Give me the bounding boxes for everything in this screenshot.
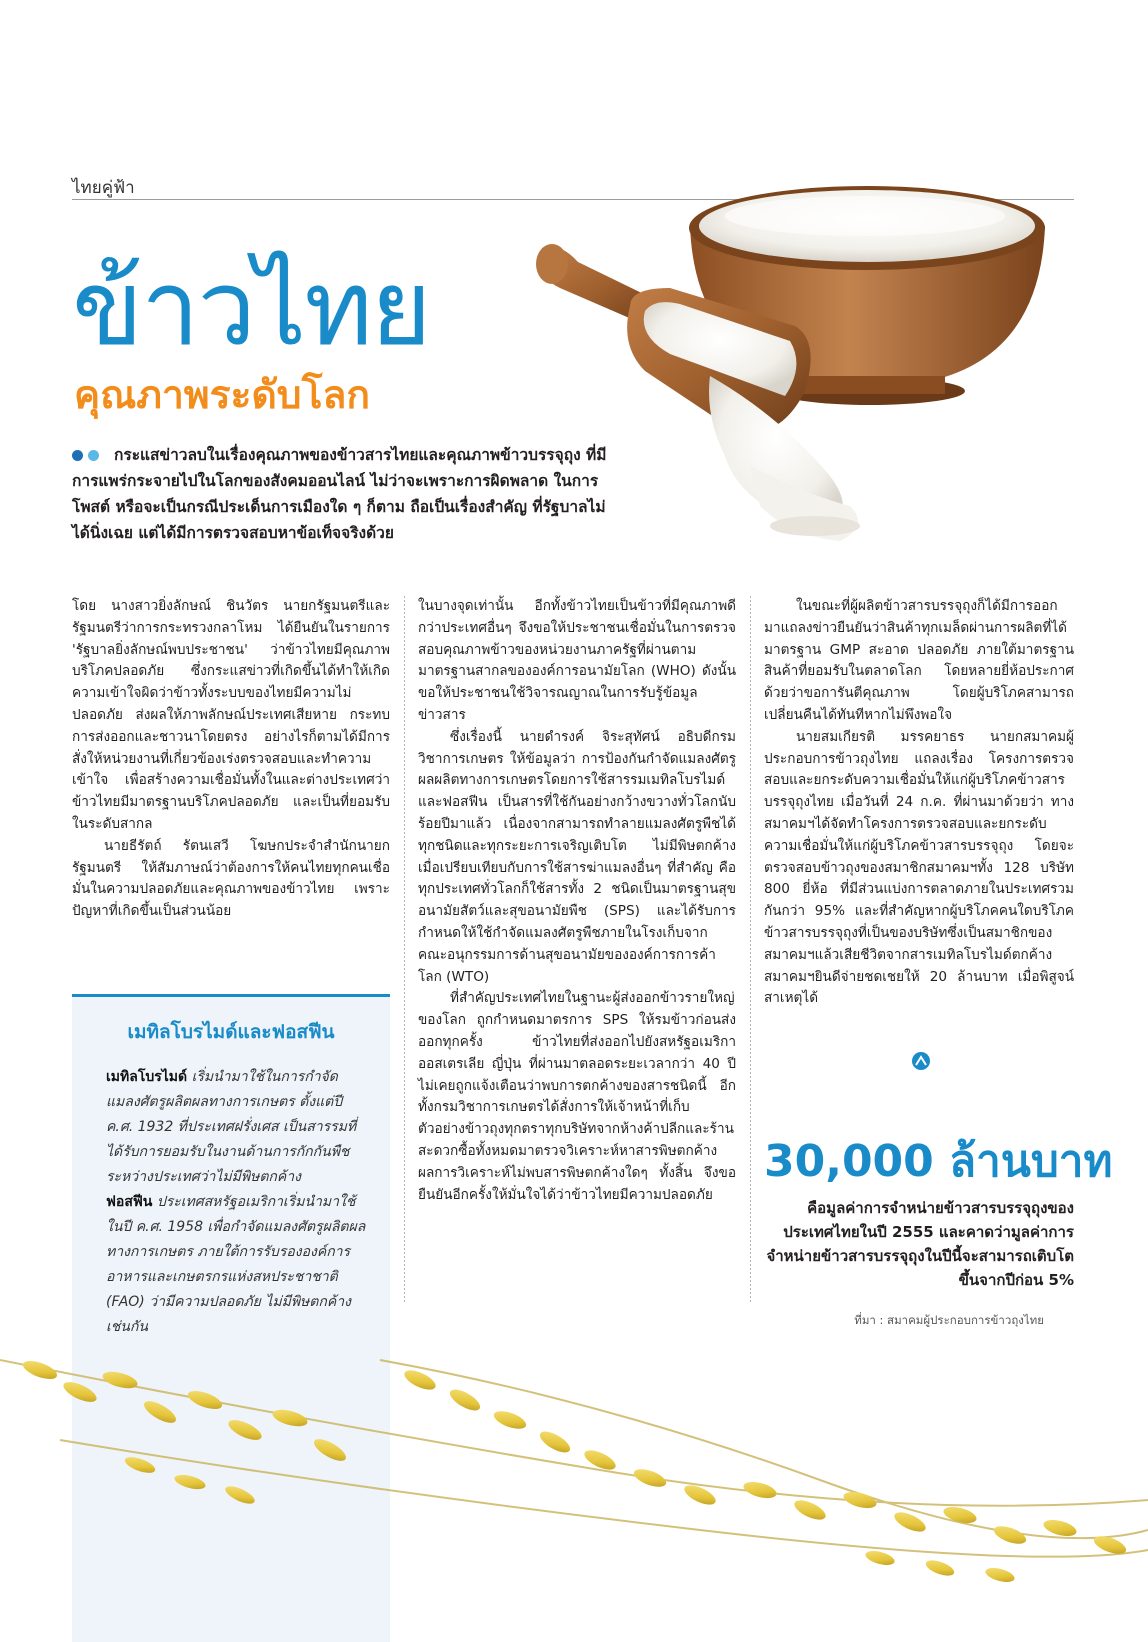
highlight-source: ที่มา : สมาคมผู้ประกอบการข้าวถุงไทย xyxy=(854,1313,1044,1327)
sidebar-text-1: เริ่มนำมาใช้ในการกำจัดแมลงศัตรูผลิตผลทางการเกษตร ตั้งแต่ปี ค.ศ. 1932 ที่ประเทศฝรั่งเศส เป็นสารรมที่ได้รับการยอมรับในงานด้านการกักกันพืชระหว่างประเทศว่าไม่มีพิษตกค้าง xyxy=(106,1069,357,1185)
sidebar-body xyxy=(106,1065,370,1340)
column2-paragraph-1: ในบางจุดเท่านั้น อีกทั้งข้าวไทยเป็นข้าวที่มีคุณภาพดีกว่าประเทศอื่นๆ จึงขอให้ประชาชนเชื่อมั่นในการตรวจสอบคุณภาพข้าวของหน่วยงานภาครัฐที่ผ่านตามมาตรฐานสากลขององค์การอนามัยโลก (WHO) ดังนั้นขอให้ประชาชนใช้วิจารณญาณในการรับรู้ข้อมูลข่าวสาร xyxy=(418,598,736,723)
column1-paragraph-1: โดย นางสาวยิ่งลักษณ์ ชินวัตร นายกรัฐมนตรีและรัฐมนตรีว่าการกระทรวงกลาโหม ได้ยืนยันในรายการ 'รัฐบาลยิ่งลักษณ์พบประชาชน' ว่าข้าวไทยมีคุณภาพ บริโภคปลอดภัย ซึ่งกระแสข่าวที่เกิดขึ้นได้ทำให้เกิดความเข้าใจผิดว่าข้าวทั้งระบบของไทยมีความไม่ปลอดภัย ส่งผลให้ภาพลักษณ์ประเทศเสียหาย กระทบการส่งออกและชาวนาโดยตรง อย่างไรก็ตามได้มีการสั่งให้หน่วยงานที่เกี่ยวข้องเร่งตรวจสอบและทำความเข้าใจ เพื่อสร้างความเชื่อมั่นทั้งในและต่างประเทศว่าข้าวไทยมีมาตรฐานบริโภคปลอดภัย และเป็นที่ยอมรับในระดับสากล xyxy=(72,598,390,832)
column1-paragraph-2: นายธีรัตถ์ รัตนเสวี โฆษกประจำสำนักนายกรัฐมนตรี ให้สัมภาษณ์ว่าต้องการให้คนไทยทุกคนเชื่อมั่นในความปลอดภัยและคุณภาพของข้าวไทย เพราะปัญหาที่เกิดขึ้นเป็นส่วนน้อย xyxy=(72,837,390,920)
section-tag: ไทยคู่ฟ้า xyxy=(72,178,135,198)
sidebar-term-2: ฟอสฟีน xyxy=(106,1194,153,1210)
column2-paragraph-3: ที่สำคัญประเทศไทยในฐานะผู้ส่งออกข้าวรายใหญ่ของโลก ถูกกำหนดมาตรการ SPS ให้รมข้าวก่อนส่งออกทุกครั้ง ข้าวไทยที่ส่งออกไปยังสหรัฐอเมริกา ออสเตรเลีย ญี่ปุ่น ที่ผ่านมาตลอดระยะเวลากว่า 40 ปี ไม่เคยถูกแจ้งเตือนว่าพบการตกค้างของสารชนิดนี้ อีกทั้งกรมวิชาการเกษตรได้สั่งการให้เจ้าหน้าที่เก็บตัวอย่างข้าวถุงทุกตราทุกบริษัทจากห้างค้าปลีกและร้านสะดวกซื้อทั้งหมดมาตรวจวิเคราะห์หาสารพิษตกค้าง ผลการวิเคราะห์ไม่พบสารพิษตกค้างใดๆ ทั้งสิ้น จึงขอยืนยันอีกครั้งให้มั่นใจได้ว่าข้าวไทยมีความปลอดภัย xyxy=(418,990,736,1203)
end-mark-icon xyxy=(912,1052,930,1070)
column-divider-1 xyxy=(404,596,405,1302)
column3-paragraph-1: ในขณะที่ผู้ผลิตข้าวสารบรรจุถุงก็ได้มีการออกมาแถลงข่าวยืนยันว่าสินค้าทุกเมล็ดผ่านการผลิตที่ได้มาตรฐาน GMP สะอาด ปลอดภัย ภายใต้มาตรฐานสินค้าที่ยอมรับในตลาดโลก โดยหลายยี่ห้อประกาศด้วยว่าขอการันตีคุณภาพ โดยผู้บริโภคสามารถเปลี่ยนคืนได้ทันทีหากไม่พึงพอใจ xyxy=(764,598,1074,723)
column-3 xyxy=(764,596,1074,1010)
sidebar-title: เมทิลโบรไมด์และฟอสฟีน xyxy=(127,1021,335,1043)
column3-paragraph-2: นายสมเกียรติ มรรคยาธร นายกสมาคมผู้ประกอบการข้าวถุงไทย แถลงเรื่อง โครงการตรวจสอบและยกระดับความเชื่อมั่นให้แก่ผู้บริโภคข้าวสารบรรจุถุงไทย เมื่อวันที่ 24 ก.ค. ที่ผ่านมาด้วยว่า ทางสมาคมฯได้จัดทำโครงการตรวจสอบและยกระดับความเชื่อมั่นให้แก่ผู้บริโภคข้าวสารบรรจุถุง โดยจะตรวจสอบข้าวถุงของสมาชิกสมาคมฯทั้ง 128 บริษัท 800 ยี่ห้อ ที่มีส่วนแบ่งการตลาดภายในประเทศรวมกันกว่า 95% และที่สำคัญหากผู้บริโภคคนใดบริโภคข้าวสารบรรจุถุงที่เป็นของบริษัทซึ่งเป็นสมาชิกของสมาคมฯแล้วเสียชีวิตจากสารเมทิลโบรไมด์ตกค้าง สมาคมฯยินดีจ่ายชดเชยให้ 20 ล้านบาท เมื่อพิสูจน์สาเหตุได้ xyxy=(764,728,1074,1007)
lead-text: กระแสข่าวลบในเรื่องคุณภาพของข้าวสารไทยและคุณภาพข้าวบรรจุถุง ที่มีการแพร่กระจายไปในโลกของสังคมออนไลน์ ไม่ว่าจะเพราะการผิดพลาด ในการโพสต์ หรือจะเป็นกรณีประเด็นการเมืองใด ๆ ก็ตาม ถือเป็นเรื่องสำคัญ ที่รัฐบาลไม่ได้นิ่งเฉย แต่ได้มีการตรวจสอบหาข้อเท็จจริงด้วย xyxy=(72,446,607,542)
lead-paragraph xyxy=(72,442,612,546)
sidebar-term-1: เมทิลโบรไมด์ xyxy=(106,1069,188,1085)
page-title: ข้าวไทย xyxy=(72,247,430,369)
bullet-dots-icon xyxy=(72,442,104,468)
column-divider-2 xyxy=(750,596,751,1302)
column-2 xyxy=(418,596,736,1206)
highlight-number: 30,000 ล้านบาท xyxy=(764,1136,1113,1187)
column-1 xyxy=(72,596,390,923)
rice-stalks-image xyxy=(0,1300,1148,1625)
column2-paragraph-2: ซึ่งเรื่องนี้ นายดำรงค์ จิระสุทัศน์ อธิบดีกรมวิชาการเกษตร ให้ข้อมูลว่า การป้องกันกำจัดแมลงศัตรูผลผลิตทางการเกษตรโดยการใช้สารรมเมทิลโบรไมด์และฟอสฟีน เป็นสารที่ใช้กันอย่างกว้างขวางทั่วโลกนับร้อยปีมาแล้ว เนื่องจากสามารถทำลายแมลงศัตรูพืชได้ทุกชนิดและทุกระยะการเจริญเติบโต ไม่มีพิษตกค้างเมื่อเปรียบเทียบกับการใช้สารฆ่าแมลงอื่นๆ ที่สำคัญ คือทุกประเทศทั่วโลกก็ใช้สารทั้ง 2 ชนิดเป็นมาตรฐานสุขอนามัยสัตว์และสุขอนามัยพืช (SPS) และได้รับการกำหนดให้ใช้กำจัดแมลงศัตรูพืชภายในโรงเก็บจากคณะอนุกรรมการด้านสุขอนามัยขององค์การการค้าโลก (WTO) xyxy=(418,728,736,985)
page-subtitle: คุณภาพระดับโลก xyxy=(74,373,371,418)
sidebar-text-2: ประเทศสหรัฐอเมริกาเริ่มนำมาใช้ในปี ค.ศ. 1958 เพื่อกำจัดแมลงศัตรูผลิตผลทางการเกษตร ภายใต้การรับรององค์การอาหารและเกษตรกรแห่งสหประชาชาติ (FAO) ว่ามีความปลอดภัย ไม่มีพิษตกค้างเช่นกัน xyxy=(106,1194,366,1335)
highlight-description: คือมูลค่าการจำหน่ายข้าวสารบรรจุถุงของประเทศไทยในปี 2555 และคาดว่ามูลค่าการจำหน่ายข้าวสารบรรจุถุงในปีนี้จะสามารถเติบโตขึ้นจากปีก่อน 5% xyxy=(766,1199,1074,1289)
